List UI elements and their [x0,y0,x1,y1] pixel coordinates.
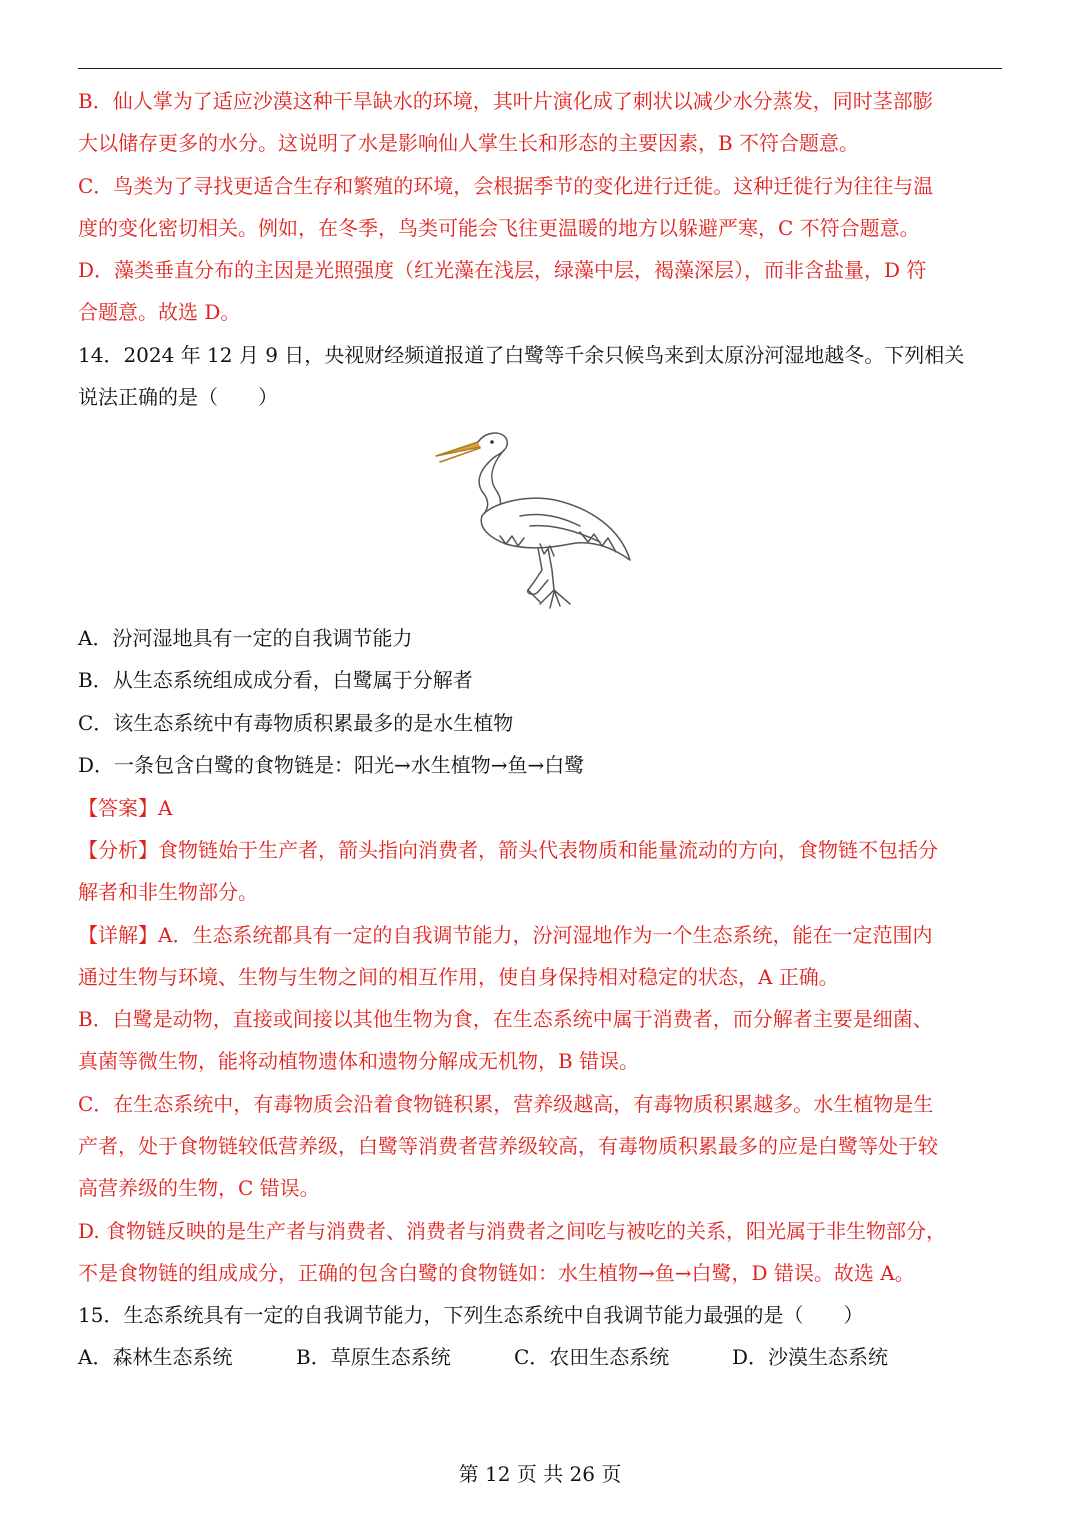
q14-answer: 【答案】A [78,796,173,820]
q15-option-b: B．草原生态系统 [296,1345,451,1369]
page-number: 第 12 页 共 26 页 [458,1462,622,1486]
q15-option-a: A．森林生态系统 [78,1345,233,1369]
q14-option-b: B．从生态系统组成成分看，白鹭属于分解者 [78,668,473,692]
q14-stem-line2: 说法正确的是（ ） [78,385,278,409]
q14-detail-d-line2: 不是食物链的组成成分，正确的包含白鹭的食物链如：水生植物→鱼→白鹭，D 错误。故选 A。 [78,1261,915,1285]
q14-detail-c-line3: 高营养级的生物，C 错误。 [78,1176,320,1200]
explanation-d-line1: D．藻类垂直分布的主因是光照强度（红光藻在浅层，绿藻中层，褐藻深层），而非含盐量，D 符 [78,258,927,282]
header-rule [78,68,1002,69]
q14-option-a: A．汾河湿地具有一定的自我调节能力 [78,626,413,650]
q14-option-c: C．该生态系统中有毒物质积累最多的是水生植物 [78,711,514,735]
q14-detail-d-line1: D. 食物链反映的是生产者与消费者、消费者与消费者之间吃与被吃的关系，阳光属于非生物部分， [78,1219,947,1243]
q14-option-d: D．一条包含白鹭的食物链是：阳光→水生植物→鱼→白鹭 [78,753,585,777]
q14-detail-c-line1: C．在生态系统中，有毒物质会沿着食物链积累，营养级越高，有毒物质积累越多。水生植物是生 [78,1092,934,1116]
q15-option-d: D．沙漠生态系统 [732,1345,889,1369]
q15-stem: 15．生态系统具有一定的自我调节能力，下列生态系统中自我调节能力最强的是（ ） [78,1303,864,1327]
explanation-c-line2: 度的变化密切相关。例如，在冬季，鸟类可能会飞往更温暖的地方以躲避严寒，C 不符合题意。 [78,216,920,240]
q15-option-c: C．农田生态系统 [514,1345,670,1369]
q14-detail-b-line1: B．白鹭是动物，直接或间接以其他生物为食，在生态系统中属于消费者，而分解者主要是细菌、 [78,1007,933,1031]
egret-illustration [430,420,640,615]
q14-detail-a-line2: 通过生物与环境、生物与生物之间的相互作用，使自身保持相对稳定的状态，A 正确。 [78,965,839,989]
egret-drawing [430,420,640,615]
explanation-d-line2: 合题意。故选 D。 [78,300,241,324]
q14-detail-b-line2: 真菌等微生物，能将动植物遗体和遗物分解成无机物，B 错误。 [78,1049,640,1073]
explanation-c-line1: C．鸟类为了寻找更适合生存和繁殖的环境，会根据季节的变化进行迁徙。这种迁徙行为往往与温 [78,174,934,198]
q14-analysis-line1: 【分析】食物链始于生产者，箭头指向消费者，箭头代表物质和能量流动的方向，食物链不包括分 [78,838,938,862]
q14-analysis-line2: 解者和非生物部分。 [78,880,258,904]
explanation-b-line2: 大以储存更多的水分。这说明了水是影响仙人掌生长和形态的主要因素，B 不符合题意。 [78,131,860,155]
q14-stem-line1: 14．2024 年 12 月 9 日，央视财经频道报道了白鹭等千余只候鸟来到太原汾河湿地越冬。下列相关 [78,343,965,367]
explanation-b-line1: B．仙人掌为了适应沙漠这种干旱缺水的环境，其叶片演化成了刺状以减少水分蒸发，同时茎部膨 [78,89,933,113]
q14-detail-c-line2: 产者，处于食物链较低营养级，白鹭等消费者营养级较高，有毒物质积累最多的应是白鹭等处于较 [78,1134,938,1158]
q14-detail-a-line1: 【详解】A．生态系统都具有一定的自我调节能力，汾河湿地作为一个生态系统，能在一定范围内 [78,923,933,947]
